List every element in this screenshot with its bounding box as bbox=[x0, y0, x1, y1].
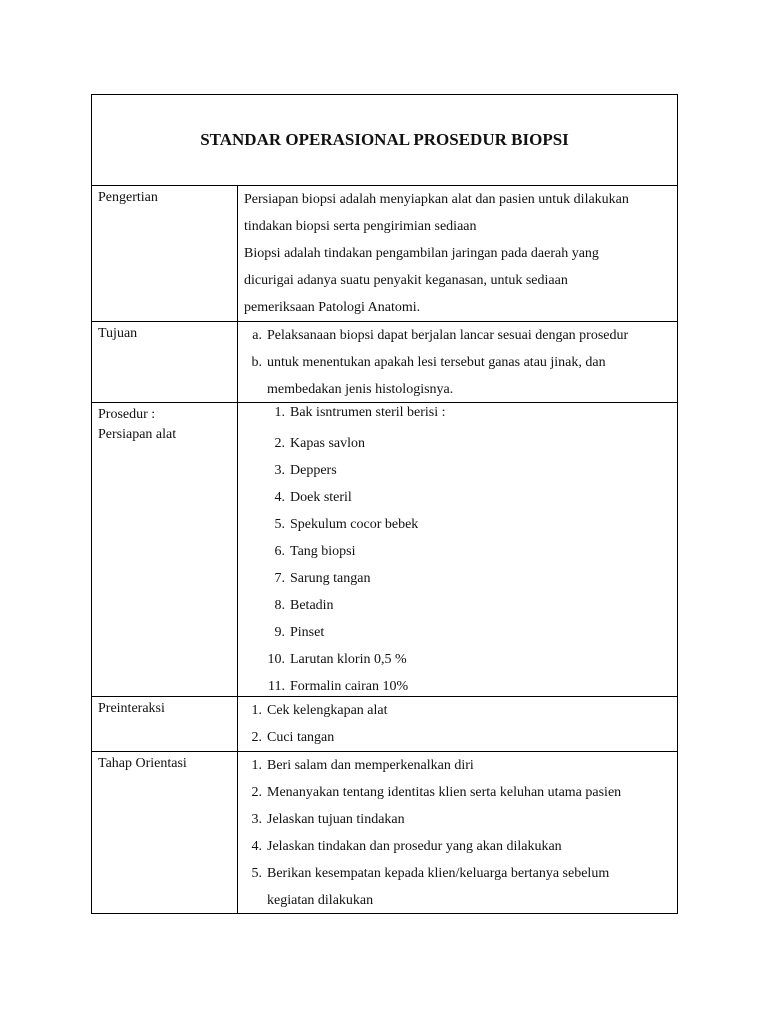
label-pengertian: Pengertian bbox=[92, 186, 238, 321]
row-pengertian bbox=[92, 186, 677, 322]
list-marker: 4. bbox=[251, 839, 262, 854]
list-item bbox=[238, 538, 669, 565]
list-text: Sarung tangan bbox=[290, 571, 371, 586]
pengertian-line-2: tindakan biopsi serta pengirimian sediaan bbox=[244, 219, 477, 234]
list-marker: 2. bbox=[274, 436, 285, 451]
list-text: Pelaksanaan biopsi dapat berjalan lancar sesuai dengan prosedur bbox=[267, 328, 629, 343]
list-text: Cek kelengkapan alat bbox=[267, 703, 388, 718]
label-prosedur-line-1: Prosedur : bbox=[98, 407, 156, 422]
list-marker: 2. bbox=[251, 730, 262, 745]
list-item bbox=[238, 806, 669, 833]
list-item bbox=[238, 484, 669, 511]
list-marker: 11. bbox=[268, 679, 285, 694]
row-tujuan bbox=[92, 322, 677, 403]
list-marker: 1. bbox=[274, 405, 285, 420]
pengertian-line-1: Persiapan biopsi adalah menyiapkan alat dan pasien untuk dilakukan bbox=[244, 192, 629, 207]
sop-table bbox=[91, 94, 678, 914]
row-preinteraksi bbox=[92, 697, 677, 752]
list-item bbox=[238, 349, 669, 403]
list-item bbox=[238, 619, 669, 646]
list-text: Doek steril bbox=[290, 490, 352, 505]
list-text: Larutan klorin 0,5 % bbox=[290, 652, 407, 667]
label-orientasi: Tahap Orientasi bbox=[92, 752, 238, 913]
pengertian-line-5: pemeriksaan Patologi Anatomi. bbox=[244, 300, 421, 315]
list-marker: 2. bbox=[251, 785, 262, 800]
list-item bbox=[238, 724, 669, 751]
list-marker: 8. bbox=[274, 598, 285, 613]
list-item bbox=[238, 592, 669, 619]
list-text: Betadin bbox=[290, 598, 334, 613]
list-marker: b. bbox=[251, 355, 262, 370]
list-text: Menanyakan tentang identitas klien serta keluhan utama pasien bbox=[267, 785, 622, 800]
list-marker: 1. bbox=[251, 703, 262, 718]
list-text: Pinset bbox=[290, 625, 325, 640]
row-prosedur bbox=[92, 403, 677, 697]
list-text bbox=[267, 349, 669, 403]
list-text: Beri salam dan memperkenalkan diri bbox=[267, 758, 474, 773]
list-item bbox=[238, 565, 669, 592]
list-marker: 9. bbox=[274, 625, 285, 640]
list-marker: 6. bbox=[274, 544, 285, 559]
list-marker: 3. bbox=[274, 463, 285, 478]
list-item bbox=[238, 322, 669, 349]
list-item bbox=[238, 403, 669, 423]
list-item bbox=[238, 457, 669, 484]
label-prosedur-line-2: Persiapan alat bbox=[98, 427, 177, 442]
document-title: STANDAR OPERASIONAL PROSEDUR BIOPSI bbox=[92, 95, 677, 186]
list-marker: 7. bbox=[274, 571, 285, 586]
label-preinteraksi: Preinteraksi bbox=[92, 697, 238, 751]
pengertian-line-3: Biopsi adalah tindakan pengambilan jaringan pada daerah yang bbox=[244, 246, 599, 261]
content-pengertian bbox=[238, 186, 677, 321]
list-marker: 5. bbox=[251, 866, 262, 881]
list-text-line: Berikan kesempatan kepada klien/keluarga bertanya sebelum bbox=[267, 866, 610, 881]
list-text-line: kegiatan dilakukan bbox=[267, 893, 374, 908]
list-text: Tang biopsi bbox=[290, 544, 356, 559]
list-text: Kapas savlon bbox=[290, 436, 366, 451]
list-text: Deppers bbox=[290, 463, 337, 478]
content-prosedur bbox=[238, 403, 677, 696]
list-text: Jelaskan tujuan tindakan bbox=[267, 812, 405, 827]
pengertian-line-4: dicurigai adanya suatu penyakit keganasan, untuk sediaan bbox=[244, 273, 568, 288]
list-item bbox=[238, 673, 669, 700]
list-marker: 4. bbox=[274, 490, 285, 505]
list-text: Jelaskan tindakan dan prosedur yang akan dilakukan bbox=[267, 839, 562, 854]
content-orientasi bbox=[238, 752, 677, 913]
list-item bbox=[238, 430, 669, 457]
list-item bbox=[238, 752, 669, 779]
list-item bbox=[238, 511, 669, 538]
list-text: Formalin cairan 10% bbox=[290, 679, 409, 694]
list-marker: 10. bbox=[267, 652, 285, 667]
list-item bbox=[238, 860, 669, 914]
list-text: Cuci tangan bbox=[267, 730, 335, 745]
label-tujuan: Tujuan bbox=[92, 322, 238, 402]
list-text-line: untuk menentukan apakah lesi tersebut ganas atau jinak, dan bbox=[267, 355, 606, 370]
list-text-line: membedakan jenis histologisnya. bbox=[267, 382, 454, 397]
content-tujuan bbox=[238, 322, 677, 402]
list-item bbox=[238, 833, 669, 860]
list-text: Spekulum cocor bebek bbox=[290, 517, 419, 532]
list-text: Bak isntrumen steril berisi : bbox=[290, 405, 446, 420]
list-item bbox=[238, 646, 669, 673]
list-marker: 1. bbox=[251, 758, 262, 773]
content-preinteraksi bbox=[238, 697, 677, 751]
label-prosedur bbox=[92, 403, 238, 696]
list-item bbox=[238, 779, 669, 806]
list-marker: 5. bbox=[274, 517, 285, 532]
list-marker: 3. bbox=[251, 812, 262, 827]
list-text bbox=[267, 860, 669, 914]
list-item bbox=[238, 697, 669, 724]
list-marker: a. bbox=[252, 328, 262, 343]
row-orientasi bbox=[92, 752, 677, 913]
